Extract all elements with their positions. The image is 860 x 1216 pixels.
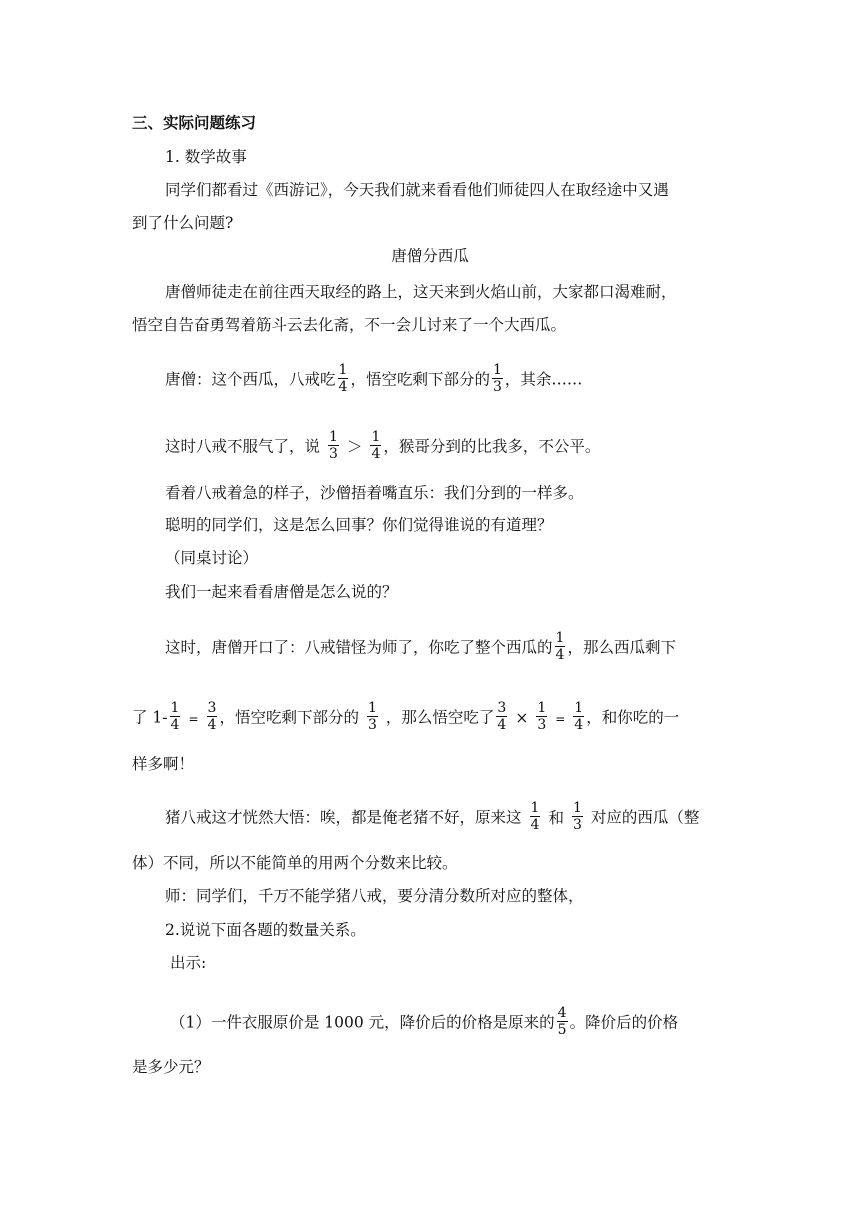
fraction-one-quarter: $\frac{1}{4}$ (170, 700, 180, 733)
bajie-realization-text-a: 猪八戒这才恍然大悟：唉，都是俺老猪不好，原来这 (165, 808, 522, 827)
story-paragraph-12: 体）不同，所以不能简单的用两个分数来比较。 (132, 854, 458, 872)
calc-text-d: ，和你吃的一 (586, 708, 680, 727)
fraction-one-quarter: $\frac{1}{4}$ (371, 429, 381, 462)
story-paragraph-10: 样多啊！ (132, 755, 195, 773)
story-paragraph-7: 我们一起来看看唐僧是怎么说的？ (165, 583, 398, 601)
fraction-one-quarter: $\frac{1}{4}$ (574, 700, 584, 733)
question-1-line-1 (170, 1005, 679, 1039)
question-1-text-a: （1）一件衣服原价是 1000 元，降价后的价格是原来的 (170, 1013, 555, 1032)
story-paragraph-4: 看着八戒着急的样子，沙僧捂着嘴直乐：我们分到的一样多。 (165, 484, 584, 502)
tangseng-explanation-text-a: 这时，唐僧开口了：八戒错怪为师了，你吃了整个西瓜的 (165, 638, 553, 657)
question-1-line-2: 是多少元？ (132, 1058, 210, 1076)
greater-than-sign: ＞ (346, 437, 363, 456)
fraction-one-third: $\frac{1}{3}$ (367, 700, 377, 733)
item1-title: 1. 数学故事 (165, 148, 247, 166)
equals-sign: = (555, 711, 566, 726)
bajie-complaint-text-a: 这时八戒不服气了，说 (165, 437, 321, 456)
fraction-one-third: $\frac{1}{3}$ (537, 700, 547, 733)
fraction-three-quarters: $\frac{3}{4}$ (497, 700, 507, 733)
fraction-one-quarter: $\frac{1}{4}$ (338, 362, 348, 395)
calc-text-b: ，悟空吃剩下部分的 (219, 708, 359, 727)
fraction-one-quarter: $\frac{1}{4}$ (555, 630, 565, 663)
bajie-complaint (165, 429, 601, 463)
bajie-realization-line-1 (165, 800, 700, 834)
tangseng-statement-text-c: ，其余…… (504, 370, 583, 389)
item2-title: 2.说说下面各题的数量关系。 (165, 921, 366, 939)
fraction-one-third: $\frac{1}{3}$ (572, 800, 582, 833)
show-label: 出示: (170, 954, 207, 972)
fraction-four-fifths: $\frac{4}{5}$ (557, 1005, 567, 1038)
tangseng-explanation-text-b: ，那么西瓜剩下 (567, 638, 676, 657)
intro-line-2: 到了什么问题? (132, 214, 234, 232)
fraction-one-third: $\frac{1}{3}$ (492, 362, 502, 395)
and-word: 和 (548, 808, 564, 827)
story-paragraph-5: 聪明的同学们，这是怎么回事？你们觉得谁说的有道理？ (165, 516, 553, 534)
tangseng-explanation-line-1 (165, 630, 676, 664)
story-paragraph-6: （同桌讨论） (165, 549, 259, 567)
equals-sign: = (188, 711, 199, 726)
fraction-one-third: $\frac{1}{3}$ (329, 429, 338, 462)
question-1-text-b: 。降价后的价格 (569, 1013, 679, 1032)
tangseng-statement-text-a: 唐僧：这个西瓜，八戒吃 (165, 370, 336, 389)
story-paragraph-1-line-1: 唐僧师徒走在前往西天取经的路上，这天来到火焰山前，大家都口渴难耐， (165, 283, 677, 301)
bajie-complaint-text-b: ，猴哥分到的比我多，不公平。 (383, 437, 601, 456)
section-title: 三、实际问题练习 (132, 113, 257, 132)
calc-text-c: ，那么悟空吃了 (385, 708, 495, 727)
times-sign: × (515, 708, 529, 727)
tangseng-statement (165, 362, 583, 396)
story-title: 唐僧分西瓜 (391, 247, 469, 265)
story-paragraph-13: 师：同学们，千万不能学猪八戒，要分清分数所对应的整体， (165, 887, 584, 905)
bajie-realization-text-b: 对应的西瓜（整 (590, 808, 700, 827)
fraction-one-quarter: $\frac{1}{4}$ (530, 800, 540, 833)
intro-line-1: 同学们都看过《西游记》，今天我们就来看看他们师徒四人在取经途中又遇 (165, 181, 669, 199)
story-paragraph-1-line-2: 悟空自告奋勇驾着筋斗云去化斋，不一会儿讨来了一个大西瓜。 (132, 316, 567, 334)
fraction-three-quarters: $\frac{3}{4}$ (207, 700, 217, 733)
tangseng-explanation-line-2 (132, 700, 680, 734)
tangseng-statement-text-b: ，悟空吃剩下部分的 (350, 370, 490, 389)
calc-text-a: 了 1- (132, 708, 168, 727)
